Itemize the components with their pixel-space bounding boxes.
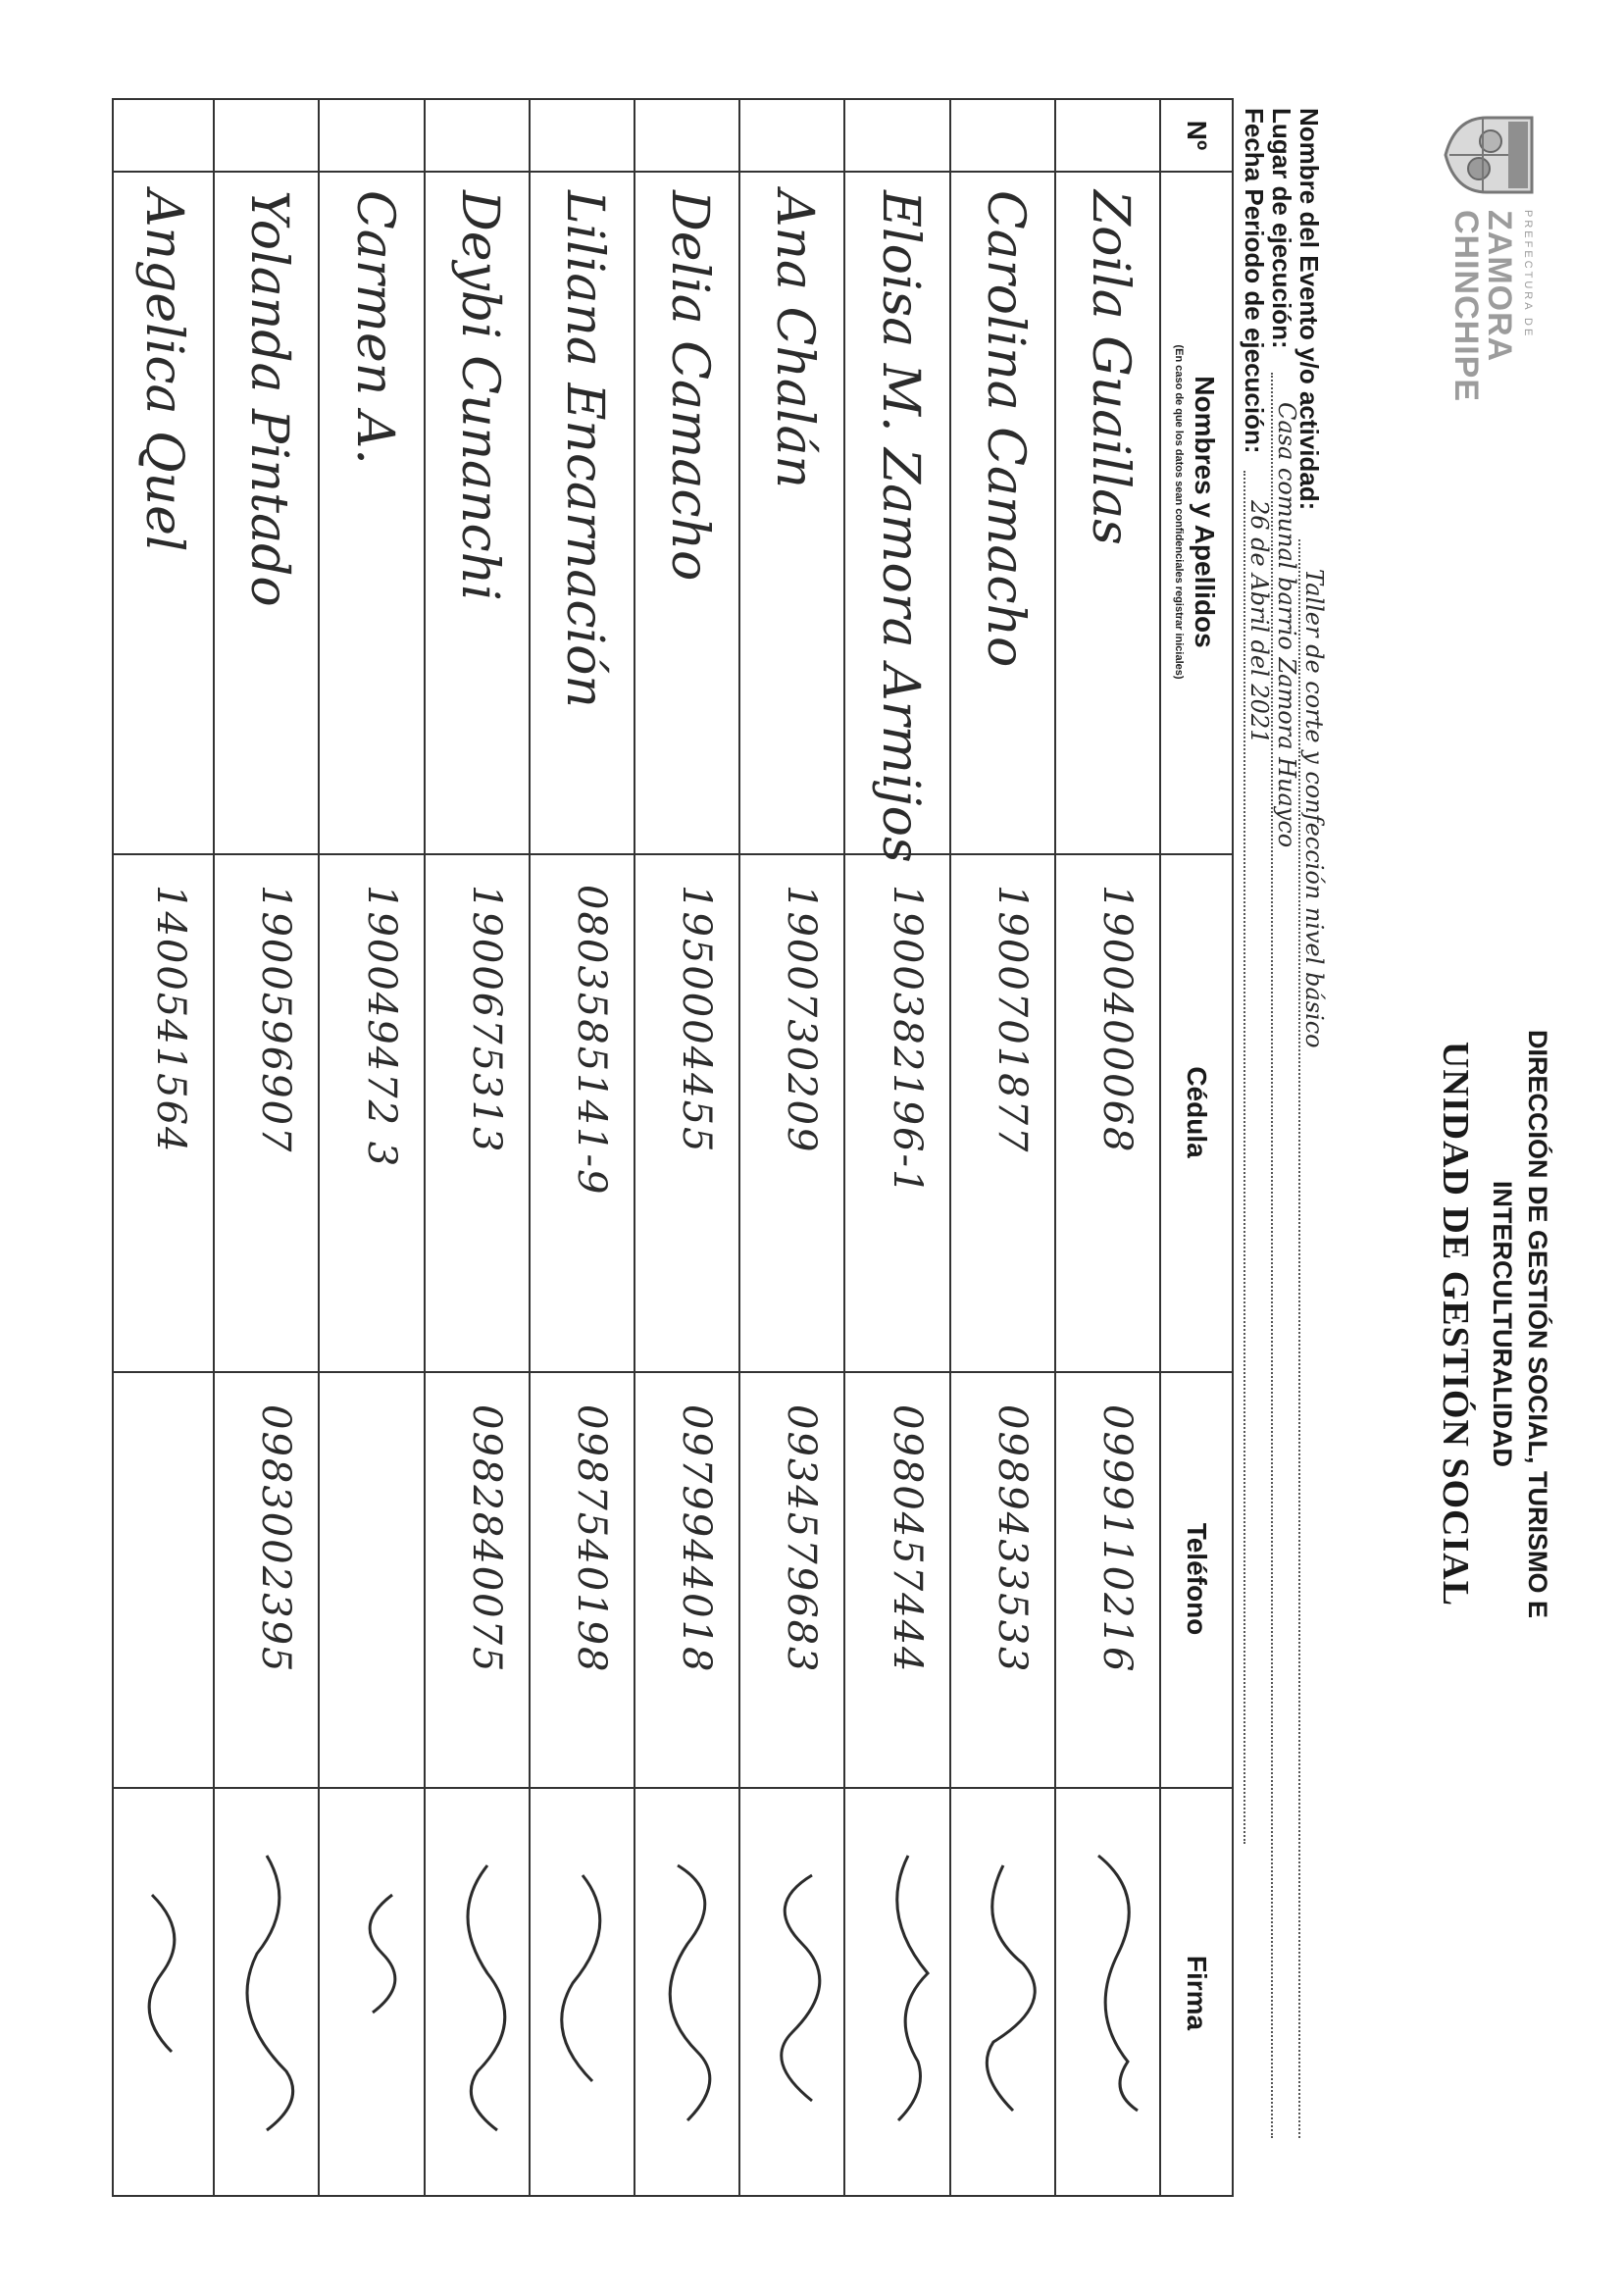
participant-cedula: 1400541564 (148, 885, 194, 1154)
participant-name: Angelica Quel (134, 190, 194, 552)
org-title-line-1: DIRECCIÓN DE GESTIÓN SOCIAL, TURISMO E (1523, 1029, 1552, 1619)
place-value: Casa comunal barrio Zamora Huayco (1273, 402, 1300, 848)
participant-name: Zoila Guaillas (1081, 190, 1140, 545)
participant-cedula: 1900730209 (779, 885, 825, 1154)
date-value: 26 de Abril del 2021 (1245, 500, 1273, 744)
header-cedula: Cédula (1182, 1066, 1212, 1158)
organization-title (1485, 687, 1555, 1962)
header-no: Nº (1182, 120, 1212, 151)
row-divider (738, 100, 740, 2195)
participant-telefono: 0989433533 (989, 1404, 1035, 1674)
signature-icon (638, 1836, 736, 2150)
participant-cedula: 1900701877 (989, 885, 1035, 1154)
column-divider (114, 1787, 1232, 1789)
participant-cedula: 1900675313 (463, 885, 509, 1154)
org-title-line-2: INTERCULTURALIDAD (1488, 1181, 1517, 1467)
logo-line-2: CHINCHIPE (1447, 210, 1485, 403)
logo-subtitle: PREFECTURA DE (1522, 210, 1534, 339)
participant-cedula: 0803585141-9 (569, 885, 614, 1197)
place-label: Lugar de ejecución (1267, 108, 1296, 340)
signature-icon (1059, 1836, 1157, 2150)
signature-icon (113, 1836, 211, 2150)
participant-name: Yolanda Pintado (239, 190, 299, 607)
row-divider (843, 100, 845, 2195)
column-divider (114, 1371, 1232, 1373)
signature-icon (533, 1836, 632, 2150)
row-divider (634, 100, 635, 2195)
participant-telefono: 0983002395 (253, 1404, 299, 1674)
event-field: Nombre del Evento y/o actividad: Taller de corte y confección nivel básico (1296, 108, 1324, 2138)
logo-line-1: ZAMORA (1481, 210, 1518, 363)
date-field: Fecha Periodo de ejecución: 26 de Abril del 2021 (1242, 108, 1269, 2138)
participant-telefono: 0999110216 (1094, 1404, 1140, 1674)
participant-cedula: 1950004455 (674, 885, 720, 1154)
participant-telefono: 0979944018 (674, 1404, 720, 1674)
participant-telefono: 0982840075 (463, 1404, 509, 1674)
participant-telefono: 0987540198 (569, 1404, 614, 1674)
signature-icon (324, 1836, 422, 2150)
participant-cedula: 1900382196-1 (884, 885, 930, 1197)
signature-icon (429, 1836, 527, 2150)
row-divider (318, 100, 320, 2195)
attendance-table (112, 98, 1234, 2197)
signature-icon (849, 1836, 947, 2150)
participant-telefono: 0980457444 (884, 1404, 930, 1674)
signature-icon (954, 1836, 1052, 2150)
header-name (1161, 171, 1232, 853)
row-divider (213, 100, 215, 2195)
prefectura-logo (1444, 108, 1538, 403)
event-value: Taller de corte y confección nivel básico (1300, 569, 1328, 1048)
row-divider (1054, 100, 1056, 2195)
participant-cedula: 1900596907 (253, 885, 299, 1154)
header-firma: Firma (1182, 1955, 1212, 2031)
participant-name: Eloisa M. Zamora Armijos (870, 190, 930, 863)
event-label: Nombre del Evento y/o actividad (1294, 108, 1324, 502)
participant-cedula: 190049472 3 (358, 885, 404, 1169)
signature-icon (743, 1836, 841, 2150)
participant-name: Carolina Camacho (975, 190, 1035, 668)
place-field: Lugar de ejecución: Casa comunal barrio Zamora Huayco (1269, 108, 1296, 2138)
unit-title: UNIDAD DE GESTIÓN SOCIAL (1435, 1041, 1476, 1607)
participant-cedula: 1900400068 (1094, 885, 1140, 1154)
participant-name: Carmen A. (344, 190, 404, 465)
crest-icon (1444, 108, 1538, 202)
participant-telefono: 0934579683 (779, 1404, 825, 1674)
participant-name: Delia Camacho (660, 190, 720, 582)
header-name-note: (En caso de que los datos sean confidenciales registrar iniciales) (1173, 344, 1185, 680)
date-label: Fecha Periodo de ejecución (1240, 108, 1269, 445)
header-name-label: Nombres y Apellidos (1190, 376, 1220, 648)
column-divider (114, 853, 1232, 855)
participant-name: Ana Chalán (765, 190, 825, 488)
row-divider (424, 100, 426, 2195)
participant-name: Deybi Cunanchi (449, 190, 509, 601)
row-divider (949, 100, 951, 2195)
participant-name: Liliana Encarnación (555, 190, 614, 708)
signature-icon (218, 1836, 316, 2150)
column-divider (114, 171, 1232, 173)
header-telefono: Teléfono (1182, 1522, 1212, 1636)
row-divider (529, 100, 531, 2195)
